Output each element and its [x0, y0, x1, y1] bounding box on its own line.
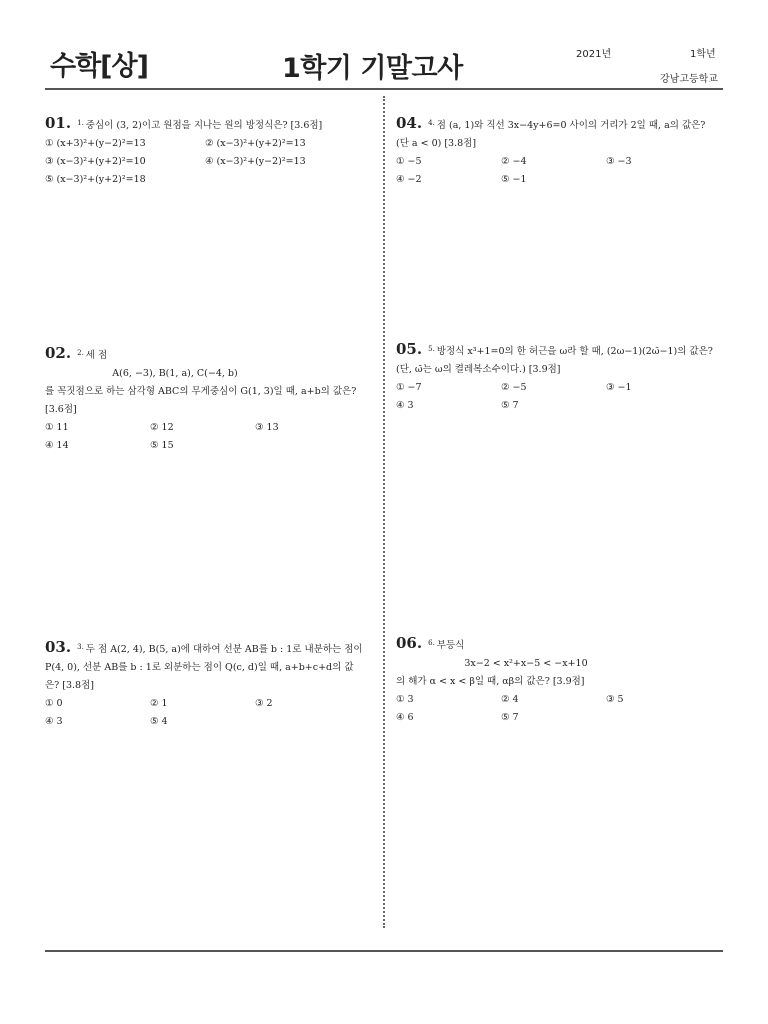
option-2[interactable]: ② (x−3)²+(y+2)²=13: [205, 138, 306, 149]
answer-options: [396, 153, 716, 189]
question-4: [396, 114, 716, 189]
answer-options: [396, 691, 716, 727]
answer-options: [396, 379, 716, 415]
option-5[interactable]: ⑤ 7: [501, 400, 519, 411]
column-divider: [383, 96, 385, 928]
option-3[interactable]: ③ 5: [606, 694, 624, 705]
question-text: 세 점: [85, 350, 108, 361]
option-1[interactable]: ① 11: [45, 422, 69, 433]
option-2[interactable]: ② −4: [501, 156, 527, 167]
question-number: 04.: [396, 114, 423, 132]
option-3[interactable]: ③ −3: [606, 156, 632, 167]
answer-options: [45, 419, 365, 455]
answer-options: [45, 695, 365, 731]
exam-year: 2021년: [576, 49, 612, 60]
option-4[interactable]: ④ 3: [396, 400, 414, 411]
question-5: [396, 340, 716, 415]
question-number: 05.: [396, 340, 423, 358]
option-4[interactable]: ④ (x−3)²+(y−2)²=13: [205, 156, 306, 167]
option-3[interactable]: ③ (x−3)²+(y+2)²=10: [45, 156, 146, 167]
option-5[interactable]: ⑤ (x−3)²+(y+2)²=18: [45, 174, 146, 185]
question-2: [45, 344, 365, 455]
option-4[interactable]: ④ 3: [45, 716, 63, 727]
option-2[interactable]: ② 4: [501, 694, 519, 705]
answer-options: [45, 135, 365, 189]
question-text: 방정식 x³+1=0의 한 허근을 ω라 할 때, (2ω−1)(2ω̄−1)의 값은? (단, ω̄는 ω의 켤레복소수이다.) [3.9점]: [396, 346, 713, 375]
question-number: 03.: [45, 638, 72, 656]
question-text-continued: 를 꼭짓점으로 하는 삼각형 ABC의 무게중심이 G(1, 3)일 때, a+b의 값은? [3.6점]: [45, 386, 357, 415]
option-5[interactable]: ⑤ 4: [150, 716, 168, 727]
question-index: 2.: [77, 349, 84, 357]
question-text: 점 (a, 1)와 직선 3x−4y+6=0 사이의 거리가 2일 때, a의 값은? (단 a < 0) [3.8점]: [396, 120, 706, 149]
option-1[interactable]: ① 3: [396, 694, 414, 705]
question-index: 6.: [428, 639, 435, 647]
question-index: 1.: [77, 119, 84, 127]
question-index: 4.: [428, 119, 435, 127]
option-4[interactable]: ④ 14: [45, 440, 69, 451]
option-1[interactable]: ① −7: [396, 382, 422, 393]
question-text: 부등식: [436, 640, 465, 651]
question-3: [45, 638, 365, 731]
school-name: 강남고등학교: [660, 74, 718, 85]
option-4[interactable]: ④ 6: [396, 712, 414, 723]
option-3[interactable]: ③ −1: [606, 382, 632, 393]
question-6: [396, 634, 716, 727]
question-text: 두 점 A(2, 4), B(5, a)에 대하여 선분 AB를 b : 1로 내분하는 점이 P(4, 0), 선분 AB를 b : 1로 외분하는 점이 Q(c, d)일 때, a+b+c+d의 값은? [3.8점]: [45, 644, 363, 691]
option-2[interactable]: ② 1: [150, 698, 168, 709]
option-1[interactable]: ① −5: [396, 156, 422, 167]
exam-title: 1학기 기말고사: [282, 53, 463, 84]
option-3[interactable]: ③ 2: [255, 698, 273, 709]
question-index: 5.: [428, 345, 435, 353]
option-5[interactable]: ⑤ 7: [501, 712, 519, 723]
option-1[interactable]: ① (x+3)²+(y−2)²=13: [45, 138, 146, 149]
option-1[interactable]: ① 0: [45, 698, 63, 709]
exam-grade: 1학년: [690, 49, 716, 60]
header-rule: [45, 88, 723, 90]
option-3[interactable]: ③ 13: [255, 422, 279, 433]
question-text: 중심이 (3, 2)이고 원점을 지나는 원의 방정식은? [3.6점]: [85, 120, 323, 131]
question-number: 06.: [396, 634, 423, 652]
option-4[interactable]: ④ −2: [396, 174, 422, 185]
option-2[interactable]: ② 12: [150, 422, 174, 433]
question-formula: A(6, −3), B(1, a), C(−4, b): [112, 368, 238, 379]
subject-title: 수학[상]: [50, 51, 148, 82]
question-number: 02.: [45, 344, 72, 362]
question-text-continued: 의 해가 α < x < β일 때, αβ의 값은? [3.9점]: [396, 676, 585, 687]
question-formula: 3x−2 < x²+x−5 < −x+10: [464, 658, 588, 669]
question-number: 01.: [45, 114, 72, 132]
footer-rule: [45, 950, 723, 952]
option-2[interactable]: ② −5: [501, 382, 527, 393]
option-5[interactable]: ⑤ −1: [501, 174, 527, 185]
question-index: 3.: [77, 643, 84, 651]
question-1: [45, 114, 365, 189]
option-5[interactable]: ⑤ 15: [150, 440, 174, 451]
